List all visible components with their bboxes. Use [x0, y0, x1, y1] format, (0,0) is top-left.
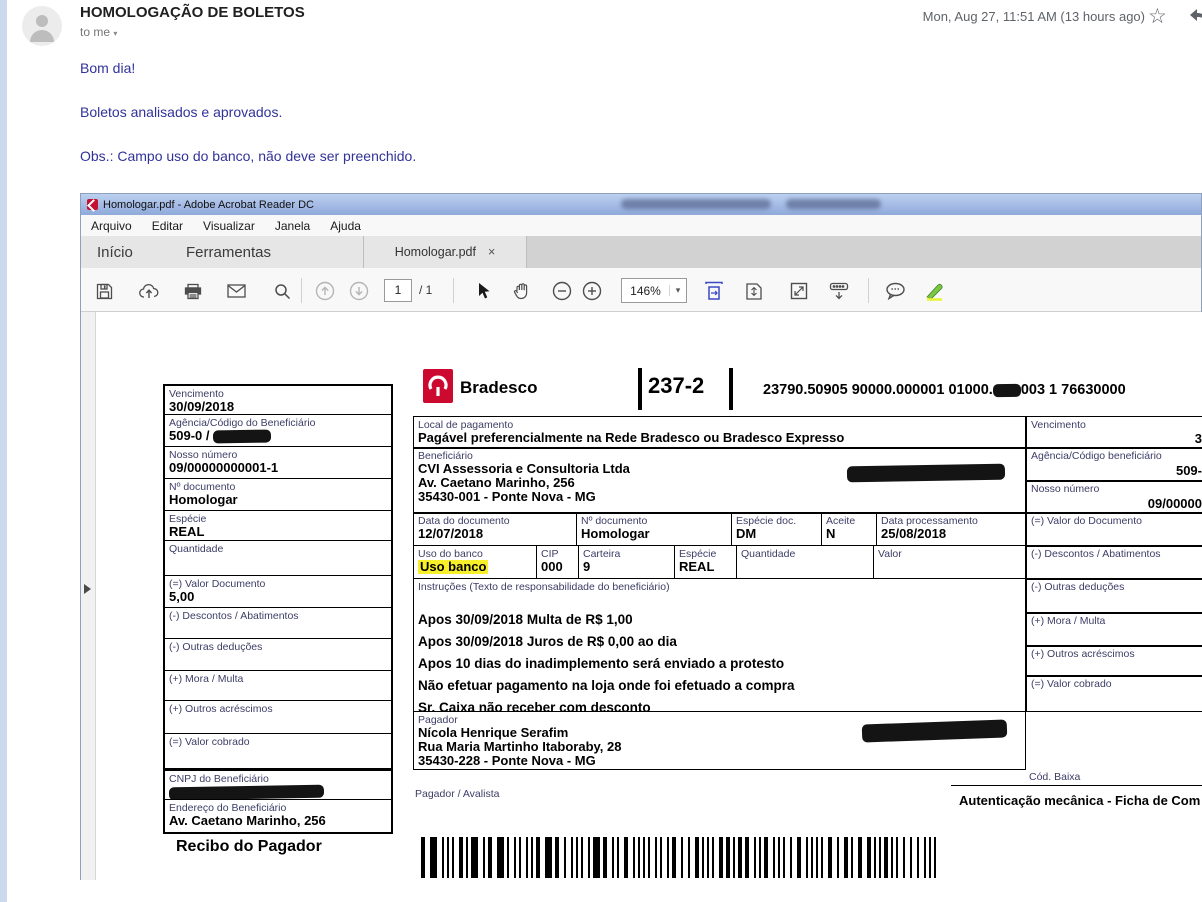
- page-total-label: / 1: [419, 283, 433, 297]
- share-upload-button[interactable]: [138, 280, 160, 302]
- menu-item-visualizar[interactable]: Visualizar: [203, 218, 255, 233]
- search-icon: [274, 283, 291, 300]
- save-button[interactable]: [93, 280, 115, 302]
- email-body-line-2: Boletos analisados e aprovados.: [80, 104, 283, 120]
- redacted-cnpj: [169, 785, 324, 800]
- tab-inicio[interactable]: Início: [97, 243, 133, 261]
- hand-icon: [513, 282, 531, 300]
- menu-item-arquivo[interactable]: Arquivo: [91, 218, 132, 233]
- highlighter-icon: [924, 281, 946, 301]
- divider: [729, 368, 733, 410]
- redacted-beneficiario-cnpj: [847, 464, 1005, 483]
- arrow-down-circle-icon: [349, 281, 369, 301]
- menu-item-janela[interactable]: Janela: [274, 218, 311, 233]
- toolbar-divider: [868, 278, 869, 303]
- arrow-up-circle-icon: [315, 281, 335, 301]
- bank-code: 237-2: [648, 373, 705, 398]
- highlight-button[interactable]: [924, 280, 946, 302]
- blurred-background-title: [786, 199, 881, 209]
- hide-toolbar-button[interactable]: [828, 280, 850, 302]
- menu-item-editar[interactable]: Editar: [151, 218, 184, 233]
- fit-width-icon: [704, 281, 724, 301]
- printer-icon: [184, 283, 202, 300]
- redacted-value: [213, 430, 271, 444]
- cloud-upload-icon: [139, 283, 159, 300]
- select-tool-button[interactable]: [473, 280, 495, 302]
- fit-page-icon: [745, 282, 763, 301]
- field-vencimento-right: Vencimento 3: [1026, 416, 1202, 449]
- row-document-data: Data do documento 12/07/2018 Nº documento Homologar Espécie doc. DM Aceite N Data processamento 25/08/2018: [413, 512, 1026, 546]
- chevron-down-icon: ▾: [669, 285, 686, 296]
- field-instrucoes: Instruções (Texto de responsabilidade do beneficiário) Apos 30/09/2018 Multa de R$ 1,00 Apos 30/09/2018 Juros de R$ 0,00 ao dia Apos 10 dias do inadimplemento será enviado a protesto Não efetuar pagamento na loja onde foi efetuado a compra Sr. Caixa não receber com desconto: [413, 578, 1026, 712]
- star-icon[interactable]: ☆: [1148, 5, 1167, 28]
- hand-tool-button[interactable]: [511, 280, 533, 302]
- tab-close-icon[interactable]: ×: [488, 245, 496, 259]
- row-bank-use: Uso do banco Uso banco CIP 000 Carteira 9 Espécie REAL Quantidade Valor: [413, 545, 1026, 579]
- pagador-avalista-label: Pagador / Avalista: [415, 788, 500, 800]
- print-button[interactable]: [182, 280, 204, 302]
- field-pagador: Pagador Nícola Henrique Serafim Rua Maria Martinho Itaboraby, 28 35430-228 - Ponte Nova - MG: [413, 711, 1026, 770]
- tab-document[interactable]: Homologar.pdf ×: [363, 236, 527, 268]
- toolbar-divider: [453, 278, 454, 303]
- field-outros-acrescimos: (+) Outros acréscimos: [1026, 645, 1202, 677]
- cursor-icon: [477, 282, 491, 300]
- window-title: Homologar.pdf - Adobe Acrobat Reader DC: [103, 198, 314, 211]
- menu-item-ajuda[interactable]: Ajuda: [330, 218, 361, 233]
- divider: [951, 785, 1202, 786]
- toolbar-divider: [301, 278, 302, 303]
- field-nosso-numero-right: Nosso número 09/00000: [1026, 480, 1202, 514]
- tab-ferramentas[interactable]: Ferramentas: [186, 243, 272, 261]
- barcode: [421, 837, 936, 878]
- fit-page-button[interactable]: [743, 280, 765, 302]
- blurred-background-title: [621, 199, 771, 209]
- field-valor-cobrado: (=) Valor cobrado: [1026, 675, 1202, 712]
- digitable-line: 23790.50905 90000.000001 01000. 003 1 76630000: [763, 382, 1126, 398]
- email-date: Mon, Aug 27, 11:51 AM (13 hours ago): [922, 9, 1145, 24]
- expand-icon: [790, 282, 808, 300]
- acrobat-logo-icon: [87, 199, 98, 210]
- email-recipient[interactable]: to me ▾: [80, 25, 118, 39]
- envelope-icon: [227, 284, 246, 298]
- email-body-line-1: Bom dia!: [80, 60, 136, 76]
- cod-baixa-label: Cód. Baixa: [1029, 771, 1081, 783]
- fit-width-button[interactable]: [703, 280, 725, 302]
- receipt-title: Recibo do Pagador: [176, 838, 322, 855]
- highlighted-uso-banco: Uso banco: [420, 559, 487, 574]
- toolbar-collapse-icon: [829, 282, 849, 300]
- plus-circle-icon: [582, 281, 602, 301]
- field-agencia-right: Agência/Código beneficiário 509-: [1026, 447, 1202, 482]
- email-subject: HOMOLOGAÇÃO DE BOLETOS: [80, 4, 305, 21]
- full-screen-button[interactable]: [788, 280, 810, 302]
- redacted-digits: [993, 383, 1021, 396]
- comment-bubble-icon: [885, 282, 906, 300]
- tab-bar: [81, 236, 1201, 268]
- previous-page-button[interactable]: [314, 280, 336, 302]
- field-outras-deducoes: (-) Outras deduções: [1026, 578, 1202, 614]
- next-page-button[interactable]: [348, 280, 370, 302]
- minus-circle-icon: [552, 281, 572, 301]
- bank-name: Bradesco: [460, 378, 538, 397]
- field-beneficiario: Beneficiário CVI Assessoria e Consultoria Ltda Av. Caetano Marinho, 256 35430-001 - Ponte Nova - MG: [413, 447, 1026, 514]
- tabbar-fill: [525, 236, 1201, 268]
- email-left-border: [0, 0, 7, 902]
- chevron-down-icon: ▾: [113, 29, 118, 38]
- comment-button[interactable]: [884, 280, 906, 302]
- page-number-input[interactable]: 1: [384, 279, 412, 302]
- save-icon: [96, 283, 113, 300]
- zoom-out-button[interactable]: [551, 280, 573, 302]
- autenticacao-label: Autenticação mecânica - Ficha de Com: [959, 793, 1201, 808]
- avatar[interactable]: [22, 6, 62, 46]
- boleto-stub: Vencimento 30/09/2018 Agência/Código do Beneficiário 509-0 / Nosso número 09/00000000001-1 Nº documento Homologar Espécie REAL Quantidade (=) Valor Documento 5,00 (-) Descontos / Abatimentos (-) Outras deduções (+) Mora / Multa (+) Outros acréscimos (=) Valor cobrado CNPJ do Beneficiário Endereço do Beneficiário Av. Caetano Marinho, 256: [163, 384, 393, 834]
- zoom-in-button[interactable]: [581, 280, 603, 302]
- acrobat-window: [80, 193, 1202, 880]
- field-descontos: (-) Descontos / Abatimentos: [1026, 545, 1202, 580]
- field-local-pagamento: Local de pagamento Pagável preferencialmente na Rede Bradesco ou Bradesco Expresso: [413, 416, 1026, 449]
- pdf-document-area: [81, 312, 1202, 880]
- email-button[interactable]: [225, 280, 247, 302]
- search-button[interactable]: [271, 280, 293, 302]
- field-valor-documento: (=) Valor do Documento: [1026, 512, 1202, 547]
- bradesco-logo-icon: [423, 369, 453, 403]
- person-icon: [22, 6, 62, 46]
- reply-icon[interactable]: [1188, 8, 1202, 24]
- zoom-level-dropdown[interactable]: 146% ▾: [621, 278, 687, 303]
- divider: [638, 368, 642, 410]
- window-titlebar: [81, 194, 1201, 215]
- panel-toggle-icon[interactable]: [84, 584, 91, 594]
- email-body-line-3: Obs.: Campo uso do banco, não deve ser preenchido.: [80, 148, 417, 164]
- menu-bar: [81, 215, 1201, 236]
- navigation-pane: [81, 312, 96, 880]
- field-mora-multa: (+) Mora / Multa: [1026, 612, 1202, 647]
- toolbar: [81, 268, 1201, 312]
